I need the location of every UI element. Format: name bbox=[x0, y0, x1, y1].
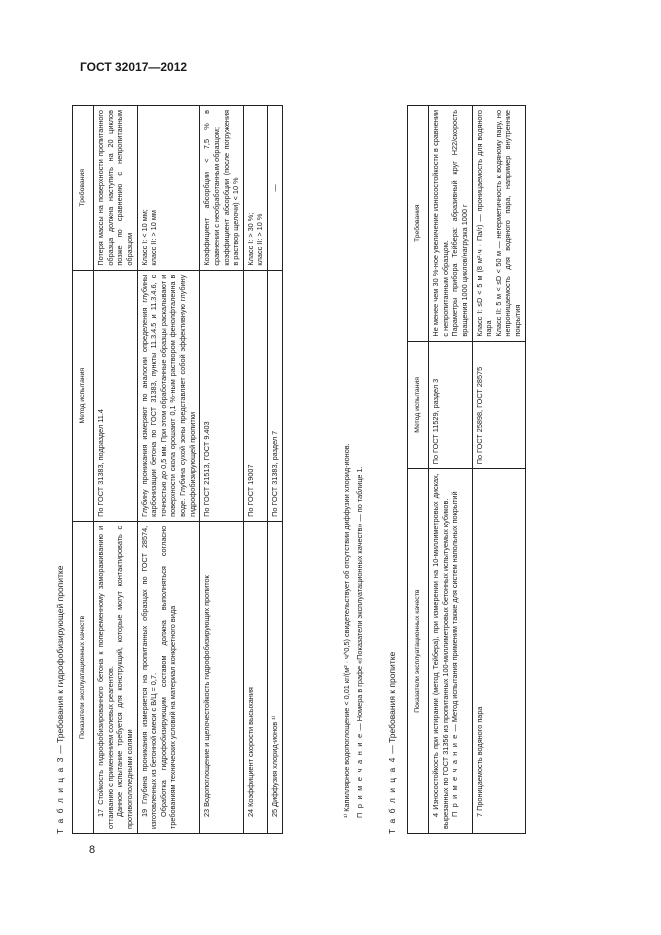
row19-indicator-note: Обработка гидрофобизирующим составом должна выполняться согласно требованиям технических условий на материал конкретного вида bbox=[158, 525, 178, 829]
table3-col-indicator: Показатели эксплуатационных качеств bbox=[73, 521, 94, 833]
t4row7-indicator-text: 7 Проницаемость водяного пара bbox=[474, 706, 484, 817]
table3-note-prefix: П р и м е ч а н и е bbox=[355, 732, 364, 818]
table3-caption bbox=[55, 566, 65, 834]
t4row4-indicator-note bbox=[450, 473, 460, 829]
row23-req-line1: Коэффициент абсорбции < 7,5 % в сравнении с необработанным образцом; bbox=[202, 110, 221, 266]
table3-row-19 bbox=[137, 106, 200, 834]
table3-row24-req bbox=[243, 106, 267, 271]
row25-req-dash: — bbox=[270, 184, 279, 192]
table3-note bbox=[355, 466, 365, 818]
table3 bbox=[72, 105, 283, 834]
table3-caption-title: — Требования к гидрофобизирующей пропитке bbox=[55, 565, 65, 757]
t4row7-req-line1: Класс I: sD < 5 м (8 м²·ч · Па/г) — проницаемость для водяного пара bbox=[474, 110, 494, 337]
table4-caption-title: — Требования к пропитке bbox=[387, 651, 397, 757]
table3-row17-indicator bbox=[94, 521, 138, 833]
row17-req-text: Потеря массы на поверхности пропитанного образца должна наступить на 20 циклов позже по сравнению с непропитанным образцом bbox=[96, 110, 134, 266]
table4-col-method: Метод испытания bbox=[408, 341, 429, 469]
table3-row19-method bbox=[137, 270, 200, 521]
table3-row19-req bbox=[137, 106, 200, 271]
table3-row-17 bbox=[94, 106, 138, 834]
row24-req-line1: Класс I: > 30 %; bbox=[245, 212, 255, 266]
row24-indicator-text: 24 Коэффициент скорости высыхания bbox=[245, 687, 255, 817]
row17-indicator-note: Данное испытание требуется для конструкций, которые могут контактировать с противогололедными солями bbox=[115, 525, 134, 829]
document-header: ГОСТ 32017—2012 bbox=[80, 60, 188, 74]
table4-row7-indicator bbox=[472, 469, 525, 834]
table3-row-23 bbox=[200, 106, 244, 834]
row23-req-line2: коэффициент абсорбции (после погружения в раствор щелочи) < 10 % bbox=[221, 110, 241, 266]
table3-row17-req bbox=[94, 106, 138, 271]
row23-indicator-text: 23 Водопоглощение и щелочестойкость гидрофобизирующих пропиток bbox=[202, 575, 212, 817]
table4-row7-method bbox=[472, 341, 525, 469]
table4-col-req: Требования bbox=[408, 106, 429, 342]
row19-req-line1: Класс I: < 10 мм; bbox=[139, 209, 149, 266]
t4row4-req-line2: Параметры прибора Тейбера: абразивный круг H22/скорость вращения 1000 циклов/нагрузка 1000 г bbox=[450, 110, 469, 337]
t4row4-method-text: По ГОСТ 11529, раздел 3 bbox=[431, 378, 440, 465]
table4-row4-req bbox=[429, 106, 473, 342]
table3-row24-indicator bbox=[243, 521, 267, 833]
table3-caption-prefix: Т а б л и ц а 3 bbox=[55, 756, 65, 834]
row23-method-text: По ГОСТ 21513, ГОСТ 9.403 bbox=[202, 421, 212, 517]
row19-req-line2: класс II: > 10 мм bbox=[149, 210, 159, 266]
table4-col-indicator: Показатели эксплуатационных качеств bbox=[408, 469, 429, 834]
table4-caption bbox=[387, 652, 397, 834]
table3-row25-req bbox=[268, 106, 283, 271]
table4 bbox=[407, 105, 526, 834]
t4row7-req-line2: Класс II: 5 м < sD < 50 м — негерметичность к водяному пару, но непроницаемость для водяного пара, например внутренние покрытия bbox=[493, 110, 522, 337]
page-number: 8 bbox=[89, 844, 96, 856]
table4-row4-indicator bbox=[429, 469, 473, 834]
table3-row-25 bbox=[268, 106, 283, 834]
table3-footnote: ¹⁾ Капиллярное водопоглощение < 0,01 кг/(м² · ч^0,5) свидетельствует об отсутствии диффузии хлорид-ионов. bbox=[342, 443, 351, 818]
t4row4-note-text: — Метод испытания применим также для систем напольных покрытий bbox=[450, 491, 460, 734]
table4-caption-prefix: Т а б л и ц а 4 bbox=[387, 756, 397, 834]
table4-row-4 bbox=[429, 106, 473, 834]
t4row4-indicator-text: 4 Износостойкость при истирании (метод Тейбера), при измерении на 10-миллиметровых дисках, вырезанных по ГОСТ 31356 из пропитанных 100-миллиметровых бетонных испытуемых кубиков. bbox=[431, 473, 450, 829]
row17-indicator-text: 17 Стойкость гидрофобизированного бетона к попеременному замораживанию и оттаиванию с применением солевых реагентов. bbox=[96, 525, 115, 829]
table3-row23-indicator bbox=[200, 521, 244, 833]
table3-col-method: Метод испытания bbox=[73, 270, 94, 521]
row25-indicator-text: 25 Диффузия хлорид-ионов ¹⁾ bbox=[270, 715, 279, 817]
table4-header-row bbox=[408, 106, 429, 834]
table3-note-text: — Номера в графе «Показатели эксплуатационных качеств» — по таблице 1. bbox=[355, 466, 364, 733]
row19-indicator-text: 19 Глубина проникания измеряется на пропитанных образцах по ГОСТ 28574, изготовленных из бетонной смеси с В/Ц = 0,7. bbox=[139, 525, 159, 829]
table3-col-req: Требования bbox=[73, 106, 94, 271]
table4-row7-req bbox=[472, 106, 525, 342]
table4-row-7 bbox=[472, 106, 525, 834]
table3-row25-method bbox=[268, 270, 283, 521]
t4row7-method-text: По ГОСТ 25898, ГОСТ 28575 bbox=[474, 366, 484, 465]
table3-row23-method bbox=[200, 270, 244, 521]
row17-method-text: По ГОСТ 31383, подраздел 11.4 bbox=[96, 409, 105, 517]
row25-method-text: По ГОСТ 31383, раздел 7 bbox=[270, 430, 279, 517]
t4row4-req-line1: Не менее чем 30 %-ное увеличение износостойкости в сравнении с непропитанным образцом. bbox=[431, 110, 450, 337]
table3-row23-req bbox=[200, 106, 244, 271]
table3-header-row bbox=[73, 106, 94, 834]
table3-row19-indicator bbox=[137, 521, 200, 833]
row24-method-text: По ГОСТ 19007 bbox=[245, 464, 255, 517]
table3-row24-method bbox=[243, 270, 267, 521]
landscape-page bbox=[50, 62, 610, 872]
row24-req-line2: класс II: > 10 % bbox=[255, 213, 265, 266]
table4-row4-method bbox=[429, 341, 473, 469]
table3-row25-indicator bbox=[268, 521, 283, 833]
table3-row17-method bbox=[94, 270, 138, 521]
t4row4-note-prefix: П р и м е ч а н и е bbox=[450, 733, 460, 817]
table3-row-24 bbox=[243, 106, 267, 834]
row19-method-text: Глубину проникания измеряют по аналогии определения глубины карбонизации бетона по ГОСТ 31383, пункты 11.3.4.5 и 11.3.4.6, с точностью до 0,5 мм. При этом обработанные образцы раскалывают и поверхности скола орошают 0,1 %-ным раствором фенолфталеина в воде. Глубина сухой зоны представляет собой эффективную глубину гидрофобизирующей пропитки bbox=[139, 274, 197, 517]
